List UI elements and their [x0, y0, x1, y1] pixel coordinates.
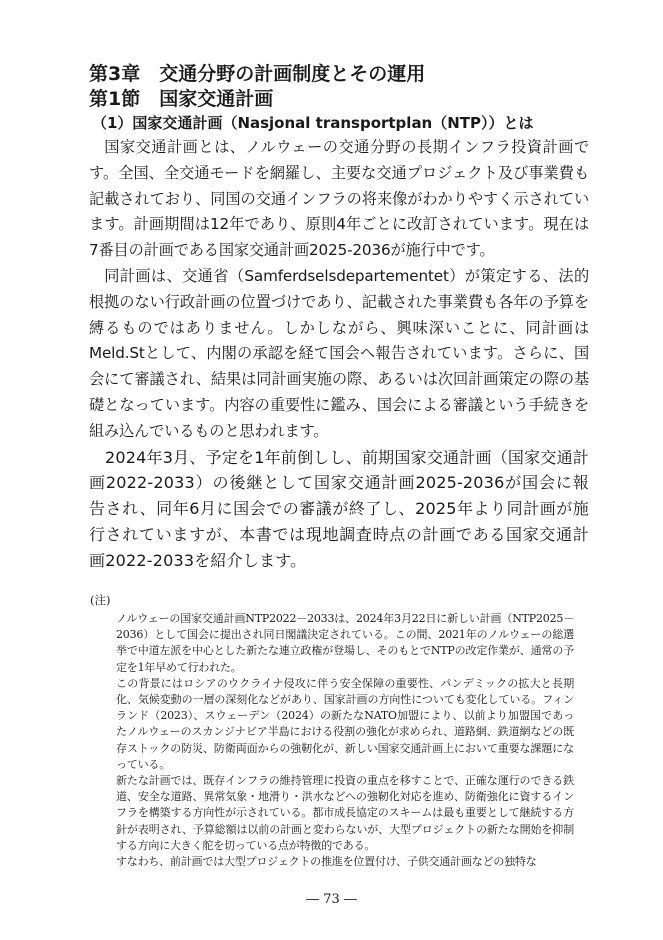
note-paragraph-2: この背景にはロシアのウクライナ侵攻に伴う安全保障の重要性、パンデミックの拡大と長期化、気候変動の一層の深刻化などがあり、国家計画の方向性についても変化している。フィンランド（2023）、スウェーデン（2024）の新たなNATO加盟により、以前より加盟国であったノルウェーのスカンジナビア半島における役割の強化が求められ、道路網、鉄道網などの既存ストックの防災、防衛両面からの強靭化が、新しい国家交通計画上において重要な課題になっている。	[116, 676, 574, 771]
body-paragraph-2: 同計画は、交通省（Samferdselsdepartementet）が策定する、法的根拠のない行政計画の位置づけであり、記載された事業費も各年の予算を縛るものではありません。しかしながら、興味深いことに、同計画はMeld.Stとして、内閣の承認を経て国会へ報告されています。さらに、国会にて審議され、結果は同計画実施の際、あるいは次回計画策定の際の基礎となっています。内容の重要性に鑑み、国会による審議という手続きを組み込んでいるものと思われます。	[89, 266, 589, 440]
body-text	[89, 135, 589, 574]
notes-block	[116, 611, 574, 870]
note-paragraph-4: すなわち、前計画では大型プロジェクトの推進を位置付け、子供交通計画などの独特な	[116, 855, 537, 869]
page-number: ― 73 ―	[306, 892, 357, 907]
body-paragraph-3: 2024年3月、予定を1年前倒しし、前期国家交通計画（国家交通計画2022-2033）の後継として国家交通計画2025-2036が国会に報告され、同年6月に国会での審議が終了し、2025年より同計画が施行されていますが、本書では現地調査時点の計画である国家交通計画2022-2033を紹介します。	[89, 447, 589, 570]
notes-marker: (注)	[90, 593, 111, 607]
chapter-title: 第3章 交通分野の計画制度とその運用	[89, 63, 426, 85]
note-paragraph-3: 新たな計画では、既存インフラの維持管理に投資の重点を移すことで、正確な運行のできる鉄道、安全な道路、異常気象・地滑り・洪水などへの強靭化対応を進め、防衛強化に資するインフラを構築する方向性が示されている。都市成長協定のスキームは最も重要として継続する方針が表明され、予算総額は以前の計画と変わらないが、大型プロジェクトの新たな開始を抑制する方向に大きく舵を切っている点が特徴的である。	[116, 774, 574, 852]
note-paragraph-1: ノルウェーの国家交通計画NTP2022－2033は、2024年3月22日に新しい計画（NTP2025－2036）として国会に提出され同日閣議決定されている。この間、2021年のノルウェーの総選挙で中道左派を中心とした新たな連立政権が登場し、そのもとでNTPの改定作業が、通常の予定を1年早めて行われた。	[116, 612, 574, 674]
section-title: 第1節 国家交通計画	[89, 88, 274, 110]
subsection-title: （1）国家交通計画（Nasjonal transportplan（NTP））とは	[92, 114, 534, 132]
body-paragraph-1: 国家交通計画とは、ノルウェーの交通分野の長期インフラ投資計画です。全国、全交通モードを網羅し、主要な交通プロジェクト及び事業費も記載されており、同国の交通インフラの将来像がわかりやすく示されています。計画期間は12年であり、原則4年ごとに改訂されています。現在は7番目の計画である国家交通計画2025-2036が施行中です。	[89, 138, 589, 260]
